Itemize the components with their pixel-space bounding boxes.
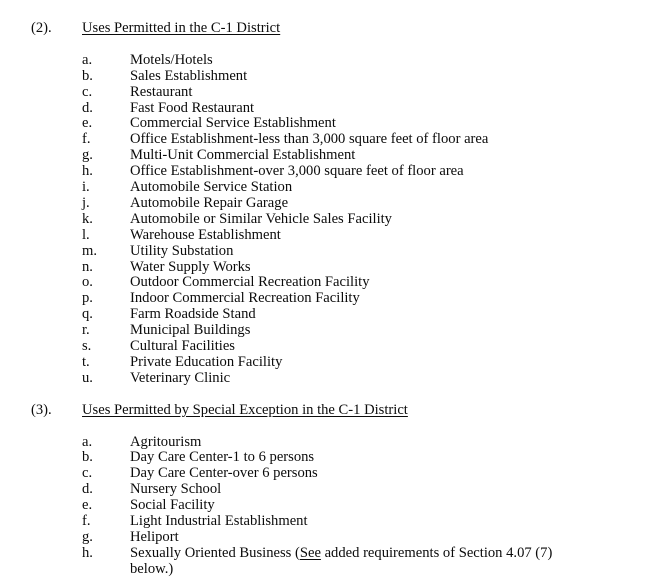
item-letter: c. (82, 465, 93, 482)
item-letter: a. (82, 51, 93, 68)
list-item (82, 450, 648, 466)
item-text: Office Establishment-over 3,000 square feet of floor area (130, 163, 464, 180)
item-text: Farm Roadside Stand (130, 306, 256, 323)
list-item (82, 339, 648, 355)
item-letter: e. (82, 497, 93, 514)
item-letter: s. (82, 338, 92, 355)
list-item (82, 291, 648, 307)
list-item (82, 371, 648, 387)
item-text: Agritourism (130, 433, 202, 450)
item-text: Day Care Center-1 to 6 persons (130, 449, 315, 466)
list-item (82, 514, 648, 530)
item-text: Cultural Facilities (130, 338, 235, 355)
item-text: Water Supply Works (130, 258, 251, 275)
list-item (82, 244, 648, 260)
section-title: Uses Permitted in the C-1 District (82, 20, 281, 36)
item-text: Sales Establishment (130, 67, 248, 84)
section-heading-row (31, 403, 648, 419)
list-item (82, 180, 648, 196)
item-letter-empty (82, 562, 130, 578)
item-text: Motels/Hotels (130, 51, 213, 68)
item-letter: i. (82, 179, 90, 196)
section-number: (2). (31, 20, 52, 36)
list-item (82, 132, 648, 148)
item-letter: h. (82, 544, 93, 561)
item-text-before: Sexually Oriented Business ( (130, 544, 300, 561)
item-text: Municipal Buildings (130, 322, 251, 339)
list-item (82, 466, 648, 482)
item-text: Veterinary Clinic (130, 369, 231, 386)
item-text: Automobile or Similar Vehicle Sales Facility (130, 210, 392, 227)
item-letter: n. (82, 258, 93, 275)
item-text: Private Education Facility (130, 354, 283, 371)
list-item (82, 164, 648, 180)
item-text: Warehouse Establishment (130, 226, 281, 243)
list-item-continuation (82, 562, 648, 578)
item-letter: f. (82, 513, 91, 530)
item-letter: d. (82, 99, 93, 116)
list-item (82, 85, 648, 101)
item-letter: k. (82, 210, 93, 227)
item-text: Automobile Service Station (130, 179, 293, 196)
list-item (82, 307, 648, 323)
item-letter: b. (82, 449, 93, 466)
section-heading-row (31, 21, 648, 37)
list-item (82, 546, 648, 562)
item-text: Indoor Commercial Recreation Facility (130, 290, 360, 307)
item-text: Nursery School (130, 481, 222, 498)
item-letter: p. (82, 290, 93, 307)
list-item (82, 323, 648, 339)
list-item (82, 228, 648, 244)
item-text: Commercial Service Establishment (130, 115, 336, 132)
permitted-uses-list (82, 53, 648, 387)
item-text-see-underlined: See (299, 544, 321, 561)
item-letter: r. (82, 322, 90, 339)
item-text-line2: below.) (130, 560, 174, 577)
list-item (82, 101, 648, 117)
item-text: Outdoor Commercial Recreation Facility (130, 274, 370, 291)
section-title: Uses Permitted by Special Exception in the C-1 District (82, 401, 408, 418)
list-item (82, 148, 648, 164)
list-item (82, 53, 648, 69)
item-letter: o. (82, 274, 93, 291)
item-text: Social Facility (130, 497, 215, 514)
item-text: Automobile Repair Garage (130, 194, 289, 211)
item-letter: m. (82, 242, 97, 259)
list-item (82, 435, 648, 451)
list-item (82, 530, 648, 546)
item-letter: q. (82, 306, 93, 323)
item-text: Light Industrial Establishment (130, 513, 308, 530)
item-text (130, 546, 648, 562)
list-item (82, 69, 648, 85)
item-letter: t. (82, 354, 90, 371)
item-letter: c. (82, 83, 93, 100)
list-item (82, 498, 648, 514)
item-letter: h. (82, 163, 93, 180)
list-item (82, 275, 648, 291)
item-text: Day Care Center-over 6 persons (130, 465, 318, 482)
item-letter: g. (82, 528, 93, 545)
item-text-after: added requirements of Section 4.07 (7) (320, 544, 553, 561)
section-uses-permitted (31, 21, 648, 387)
item-letter: f. (82, 131, 91, 148)
list-item (82, 116, 648, 132)
item-text: Utility Substation (130, 242, 234, 259)
special-exception-list (82, 435, 648, 578)
item-letter: b. (82, 67, 93, 84)
item-text: Restaurant (130, 83, 193, 100)
item-text: Fast Food Restaurant (130, 99, 255, 116)
list-item (82, 196, 648, 212)
item-letter: l. (82, 226, 90, 243)
item-letter: a. (82, 433, 93, 450)
item-letter: u. (82, 369, 93, 386)
list-item (82, 355, 648, 371)
item-letter: e. (82, 115, 93, 132)
list-item (82, 482, 648, 498)
item-text: Heliport (130, 528, 179, 545)
item-letter: d. (82, 481, 93, 498)
list-item (82, 212, 648, 228)
item-letter: g. (82, 147, 93, 164)
item-letter: j. (82, 194, 90, 211)
list-item (82, 260, 648, 276)
item-text: Office Establishment-less than 3,000 square feet of floor area (130, 131, 489, 148)
section-number: (3). (31, 401, 52, 418)
item-text: Multi-Unit Commercial Establishment (130, 147, 356, 164)
section-special-exception (31, 403, 648, 578)
